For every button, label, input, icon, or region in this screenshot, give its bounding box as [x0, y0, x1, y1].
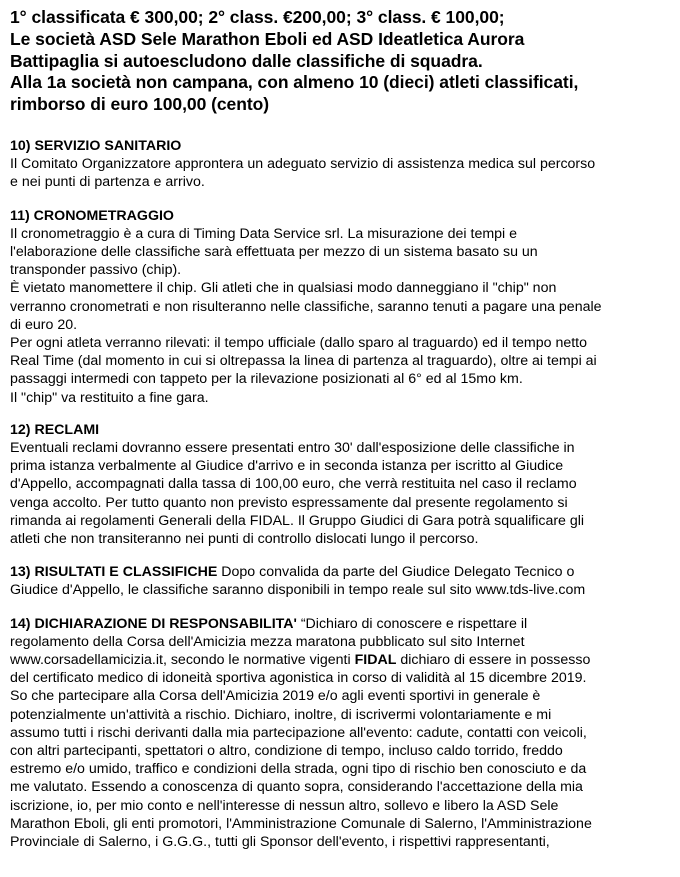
fidal-bold: FIDAL — [354, 652, 397, 669]
section-cronometraggio — [10, 207, 676, 407]
section-servizio-sanitario — [10, 137, 676, 192]
paragraph-line: passaggi intermedi con tappeto per la rilevazione posizionati al 6° ed al 15mo km. — [10, 371, 523, 388]
paragraph-line: me valutato. Essendo a conoscenza di quanto sopra, considerando l'accettazione della mia — [10, 779, 583, 796]
paragraph-line: venga accolto. Per tutto quanto non previsto espressamente dal presente regolamento si — [10, 494, 568, 511]
paragraph-line: rimanda ai regolamenti Generali della FIDAL. Il Gruppo Giudici di Gara potrà squalificare gli — [10, 512, 585, 529]
prize-line: rimborso di euro 100,00 (cento) — [10, 94, 270, 115]
paragraph-line: Giudice d'Appello, le classifiche saranno disponibili in tempo reale sul sito www.tds-live.com — [10, 582, 586, 599]
inline-text: “Dichiaro di conoscere e rispettare il — [296, 615, 528, 632]
section-reclami — [10, 421, 676, 548]
paragraph-line: d'Appello, accompagnati dalla tassa di 100,00 euro, che verrà restituita nel caso il reclamo — [10, 476, 577, 493]
paragraph-line: regolamento della Corsa dell'Amicizia mezza maratona pubblicato sul sito Internet — [10, 633, 525, 650]
paragraph-line: e nei punti di partenza e arrivo. — [10, 174, 205, 191]
document-page — [10, 0, 676, 851]
section-heading: 12) RECLAMI — [10, 421, 100, 438]
section-heading: 11) CRONOMETRAGGIO — [10, 207, 174, 224]
section-risultati-classifiche — [10, 563, 676, 599]
paragraph-line: Real Time (dal momento in cui si oltrepassa la linea di partenza al traguardo), oltre ai tempi ai — [10, 353, 597, 370]
inline-text: dichiaro di essere in possesso — [396, 652, 591, 669]
paragraph-line: Per ogni atleta verranno rilevati: il tempo ufficiale (dallo sparo al traguardo) ed il tempo netto — [10, 335, 588, 352]
prize-line: Le società ASD Sele Marathon Eboli ed ASD Ideatletica Aurora — [10, 28, 525, 49]
prize-line: Alla 1a società non campana, con almeno 10 (dieci) atleti classificati, — [10, 72, 579, 93]
paragraph-line: del certificato medico di idoneità sportiva agonistica in corso di validità al 15 dicembre 2019. — [10, 670, 587, 687]
paragraph-line — [10, 651, 676, 669]
section-heading: 14) DICHIARAZIONE DI RESPONSABILITA' — [10, 615, 297, 632]
paragraph-line: Il "chip" va restituito a fine gara. — [10, 389, 209, 406]
paragraph-line — [10, 615, 676, 633]
inline-text: Dopo convalida da parte del Giudice Delegato Tecnico o — [217, 564, 575, 581]
paragraph-line: Il cronometraggio è a cura di Timing Data Service srl. La misurazione dei tempi e — [10, 225, 518, 242]
prize-line: Battipaglia si autoescludono dalle classifiche di squadra. — [10, 50, 483, 71]
paragraph-line: Marathon Eboli, gli enti promotori, l'Amministrazione Comunale di Salerno, l'Amministrazione — [10, 815, 592, 832]
paragraph-line: transponder passivo (chip). — [10, 262, 182, 279]
paragraph-line: di euro 20. — [10, 316, 78, 333]
paragraph-line: Eventuali reclami dovranno essere presentati entro 30' dall'esposizione delle classifiche in — [10, 440, 575, 457]
paragraph-line: Il Comitato Organizzatore approntera un adeguato servizio di assistenza medica sul percorso — [10, 156, 596, 173]
paragraph-line: con altri partecipanti, spettatori o altro, condizione di tempo, incluso caldo torrido, freddo — [10, 743, 563, 760]
section-heading: 10) SERVIZIO SANITARIO — [10, 137, 182, 154]
paragraph-line: assumo tutti i rischi derivanti dalla mia partecipazione all'evento: cadute, contatti con veicoli, — [10, 724, 587, 741]
prize-line: 1° classificata € 300,00; 2° class. €200,00; 3° class. € 100,00; — [10, 7, 505, 27]
paragraph-line: È vietato manomettere il chip. Gli atleti che in qualsiasi modo danneggiano il "chip" non — [10, 280, 557, 297]
prize-block — [10, 7, 676, 116]
paragraph-line: So che partecipare alla Corsa dell'Amicizia 2019 e/o agli eventi sportivi in generale è — [10, 688, 541, 705]
section-dichiarazione-responsabilita — [10, 615, 676, 852]
paragraph-line: potenzialmente un'attività a rischio. Dichiaro, inoltre, di iscrivermi volontariamente e mi — [10, 706, 552, 723]
paragraph-line: atleti che non transiteranno nei punti di controllo dislocati lungo il percorso. — [10, 531, 479, 548]
inline-text: www.corsadellamicizia.it, secondo le normative vigenti — [10, 652, 355, 669]
paragraph-line — [10, 563, 676, 581]
paragraph-line: estremo e/o umido, traffico e condizioni della strada, ogni tipo di rischio ben conosciuto e da — [10, 761, 587, 778]
paragraph-line: iscrizione, io, per mio conto e nell'interesse di nessun altro, sollevo e libero la ASD Sele — [10, 797, 559, 814]
paragraph-line: verranno cronometrati e non risulteranno nelle classifiche, saranno tenuti a pagare una penale — [10, 298, 602, 315]
section-heading: 13) RISULTATI E CLASSIFICHE — [10, 564, 218, 581]
paragraph-line: Provinciale di Salerno, i G.G.G., tutti gli Sponsor dell'evento, i rispettivi rappresentanti, — [10, 834, 550, 851]
paragraph-line: prima istanza verbalmente al Giudice d'arrivo e in seconda istanza per iscritto al Giudice — [10, 458, 564, 475]
paragraph-line: l'elaborazione delle classifiche sarà effettuata per mezzo di un sistema basato su un — [10, 244, 538, 260]
